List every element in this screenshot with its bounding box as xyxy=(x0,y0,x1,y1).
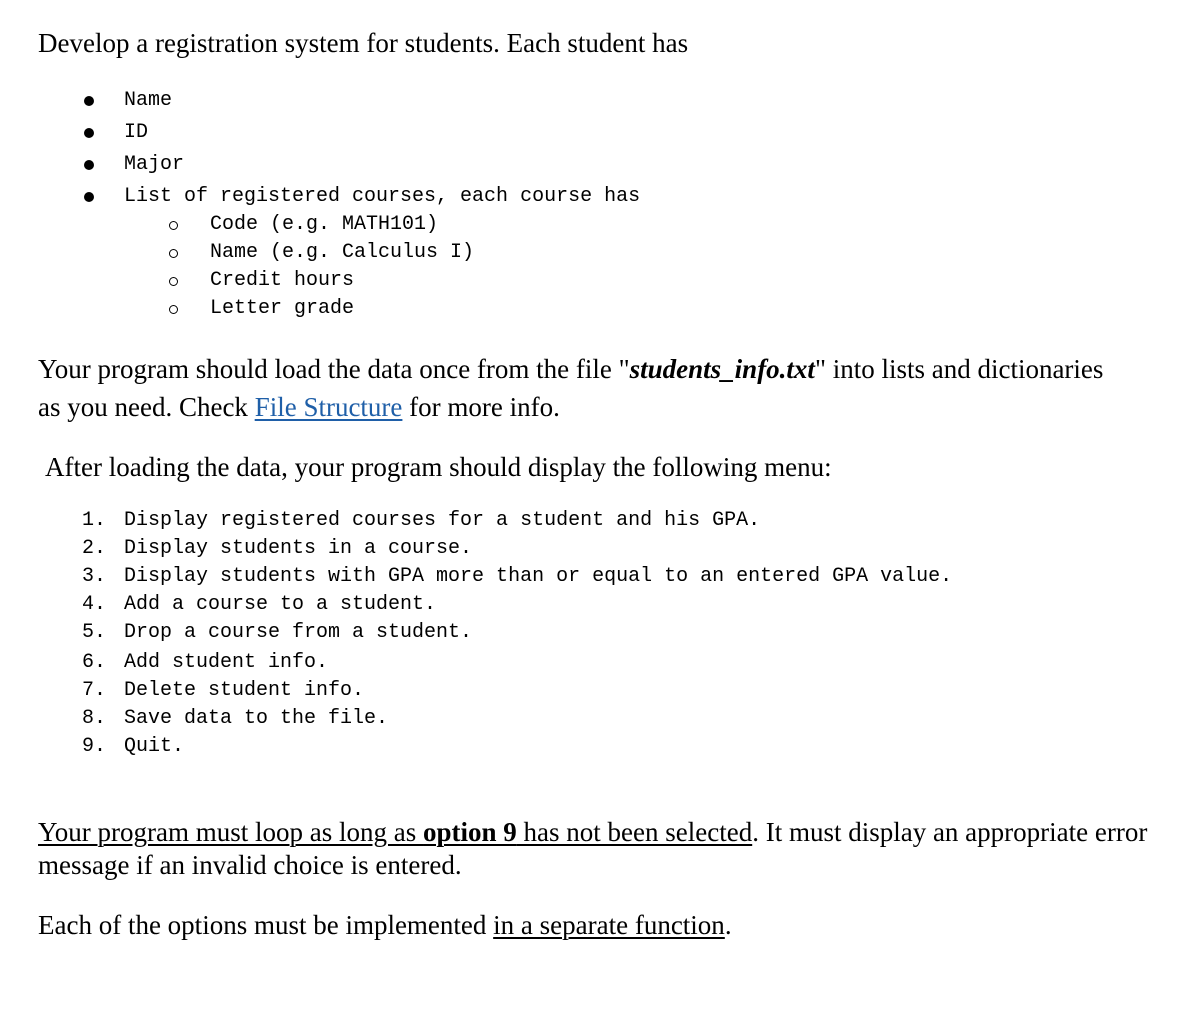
list-item: Name xyxy=(124,89,173,112)
loop-text: . It must display an appropriate error xyxy=(752,817,1148,847)
circle-bullet-icon xyxy=(169,277,178,286)
load-text: " into lists and dictionaries xyxy=(814,354,1104,384)
list-item: ID xyxy=(124,121,149,144)
menu-item-number: 7. xyxy=(82,679,107,702)
bullet-icon xyxy=(84,160,94,170)
bullet-icon xyxy=(84,192,94,202)
menu-item xyxy=(82,507,761,535)
menu-item xyxy=(82,649,329,677)
loop-text-underlined: Your program must loop as long as xyxy=(38,817,424,847)
menu-item-text: Display students in a course. xyxy=(124,537,473,560)
loop-paragraph-line2: message if an invalid choice is entered. xyxy=(38,850,462,880)
menu-item-text: Delete student info. xyxy=(124,679,365,702)
menu-item xyxy=(82,733,185,761)
menu-item xyxy=(82,535,473,563)
list-item: List of registered courses, each course has xyxy=(124,185,641,208)
menu-item-number: 3. xyxy=(82,565,107,588)
intro-text: Develop a registration system for students. Each student has xyxy=(38,28,689,58)
load-paragraph-line2 xyxy=(38,388,560,426)
menu-item-text: Display students with GPA more than or equal to an entered GPA value. xyxy=(124,565,953,588)
function-paragraph xyxy=(38,906,732,944)
menu-item-number: 5. xyxy=(82,621,107,644)
sub-list-item: Letter grade xyxy=(210,297,355,320)
load-paragraph-line1 xyxy=(38,350,1103,388)
func-text: Each of the options must be implemented xyxy=(38,910,494,940)
circle-bullet-icon xyxy=(169,249,178,258)
menu-item-text: Drop a course from a student. xyxy=(124,621,473,644)
menu-item-number: 4. xyxy=(82,593,107,616)
menu-item-text: Display registered courses for a student and his GPA. xyxy=(124,509,761,532)
func-text: . xyxy=(724,910,732,940)
menu-item xyxy=(82,619,473,647)
menu-item-number: 6. xyxy=(82,651,107,674)
menu-item-text: Add a course to a student. xyxy=(124,593,437,616)
menu-item-text: Add student info. xyxy=(124,651,329,674)
menu-item xyxy=(82,677,365,705)
list-item: Major xyxy=(124,153,185,176)
sub-list-item: Name (e.g. Calculus I) xyxy=(210,241,475,264)
load-text: for more info. xyxy=(402,392,560,422)
menu-item-text: Save data to the file. xyxy=(124,707,389,730)
menu-item-number: 8. xyxy=(82,707,107,730)
menu-item-number: 2. xyxy=(82,537,107,560)
menu-item xyxy=(82,705,389,733)
loop-text-underlined: has not been selected xyxy=(516,817,753,847)
sub-list-item: Credit hours xyxy=(210,269,355,292)
sub-list-item: Code (e.g. MATH101) xyxy=(210,213,439,236)
func-text-underlined: in a separate function xyxy=(493,910,725,940)
menu-item xyxy=(82,591,437,619)
menu-item-number: 9. xyxy=(82,735,107,758)
bullet-icon xyxy=(84,96,94,106)
load-text: as you need. Check xyxy=(38,392,255,422)
filename: students_info.txt xyxy=(629,354,815,384)
menu-item xyxy=(82,563,953,591)
circle-bullet-icon xyxy=(169,305,178,314)
menu-item-text: Quit. xyxy=(124,735,185,758)
file-structure-link[interactable]: File Structure xyxy=(254,392,403,422)
loop-option-bold: option 9 xyxy=(423,817,517,847)
menu-item-number: 1. xyxy=(82,509,107,532)
circle-bullet-icon xyxy=(169,221,178,230)
menu-intro: After loading the data, your program should display the following menu: xyxy=(45,452,832,482)
bullet-icon xyxy=(84,128,94,138)
load-text: Your program should load the data once from the file " xyxy=(38,354,630,384)
